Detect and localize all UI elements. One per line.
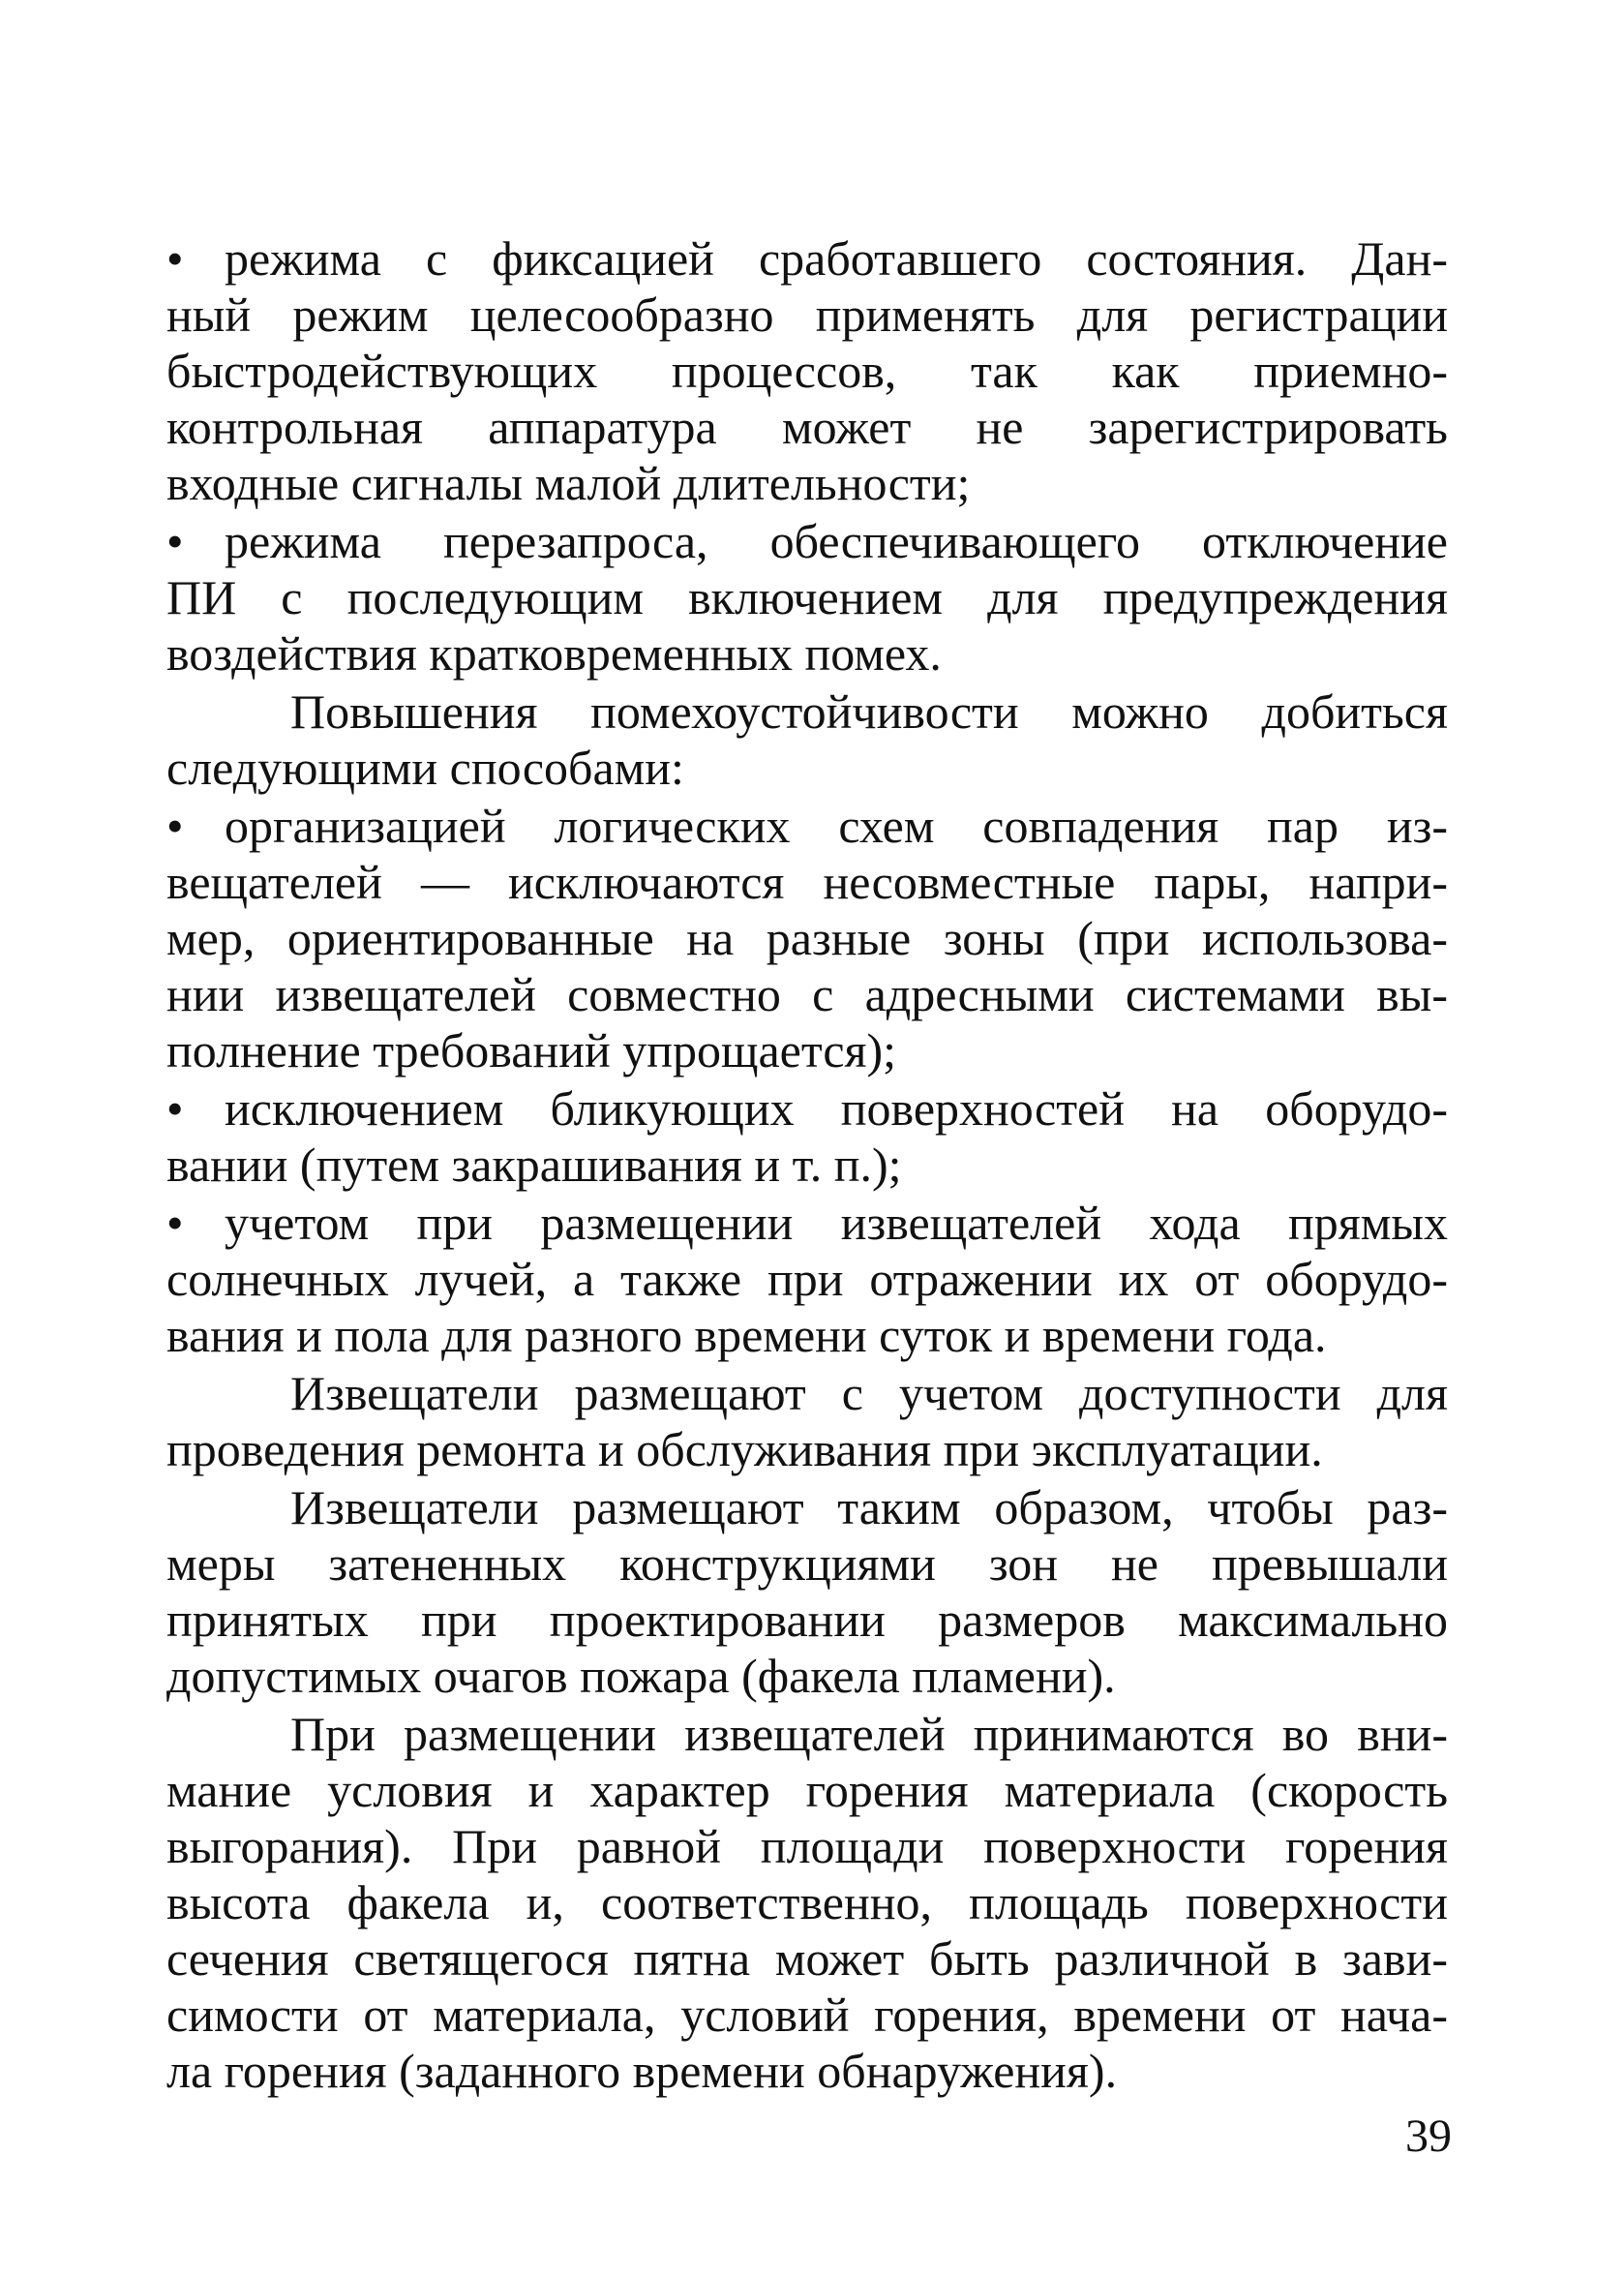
text-line: ла горения (заданного времени обнаружения). xyxy=(166,2044,1118,2098)
text-line: Повышения помехоустойчивости можно добиться xyxy=(290,684,1448,739)
text-line: выгорания). При равной площади поверхности горения xyxy=(166,1819,1448,1873)
text-line: симости от материала, условий горения, времени от нача- xyxy=(166,1988,1448,2042)
text-line: мер, ориентированные на разные зоны (при использова- xyxy=(166,911,1448,965)
text-line: контрольная аппаратура может не зарегистрировать xyxy=(166,400,1448,454)
text-line: воздействия кратковременных помех. xyxy=(166,626,942,681)
text-line: мание условия и характер горения материала (скорость xyxy=(166,1763,1448,1817)
bullet-icon: • xyxy=(166,1196,184,1250)
text-line: Извещатели размещают с учетом доступности для xyxy=(290,1366,1448,1420)
text-line: сечения светящегося пятна может быть различной в зави- xyxy=(166,1931,1448,1986)
text-line: солнечных лучей, а также при отражении их от оборудо- xyxy=(166,1252,1448,1306)
text-line: ПИ с последующим включением для предупреждения xyxy=(166,570,1448,624)
text-line: следующими способами: xyxy=(166,741,684,795)
text-line: нии извещателей совместно с адресными системами вы- xyxy=(166,967,1448,1021)
text-line: проведения ремонта и обслуживания при эксплуатации. xyxy=(166,1422,1323,1476)
text-line: При размещении извещателей принимаются во вни- xyxy=(290,1707,1448,1761)
text-line: организацией логических схем совпадения пар из- xyxy=(225,799,1448,853)
text-line: входные сигналы малой длительности; xyxy=(166,456,971,510)
bullet-icon: • xyxy=(166,231,184,286)
text-line: меры затененных конструкциями зон не превышали xyxy=(166,1536,1448,1591)
page-number: 39 xyxy=(1405,2110,1452,2162)
text-line: ный режим целесообразно применять для регистрации xyxy=(166,288,1448,342)
text-line: полнение требований упрощается); xyxy=(166,1023,897,1078)
bullet-icon: • xyxy=(166,514,184,568)
text-line: исключением бликующих поверхностей на оборудо- xyxy=(225,1081,1448,1136)
bullet-icon: • xyxy=(166,799,184,853)
text-line: принятых при проектировании размеров максимально xyxy=(166,1593,1448,1647)
text-line: вания и пола для разного времени суток и времени года. xyxy=(166,1308,1327,1362)
text-line: учетом при размещении извещателей хода прямых xyxy=(225,1196,1448,1250)
text-line: режима с фиксацией сработавшего состояния. Дан- xyxy=(225,231,1448,286)
bullet-icon: • xyxy=(166,1081,184,1136)
text-line: допустимых очагов пожара (факела пламени). xyxy=(166,1649,1116,1703)
text-line: Извещатели размещают таким образом, чтобы раз- xyxy=(290,1480,1448,1534)
text-line: высота факела и, соответственно, площадь поверхности xyxy=(166,1875,1448,1929)
text-line: режима перезапроса, обеспечивающего отключение xyxy=(225,514,1448,568)
text-line: вании (путем закрашивания и т. п.); xyxy=(166,1138,902,1192)
text-line: вещателей — исключаются несовместные пары, напри- xyxy=(166,855,1448,909)
text-line: быстродействующих процессов, так как приемно- xyxy=(166,344,1448,398)
